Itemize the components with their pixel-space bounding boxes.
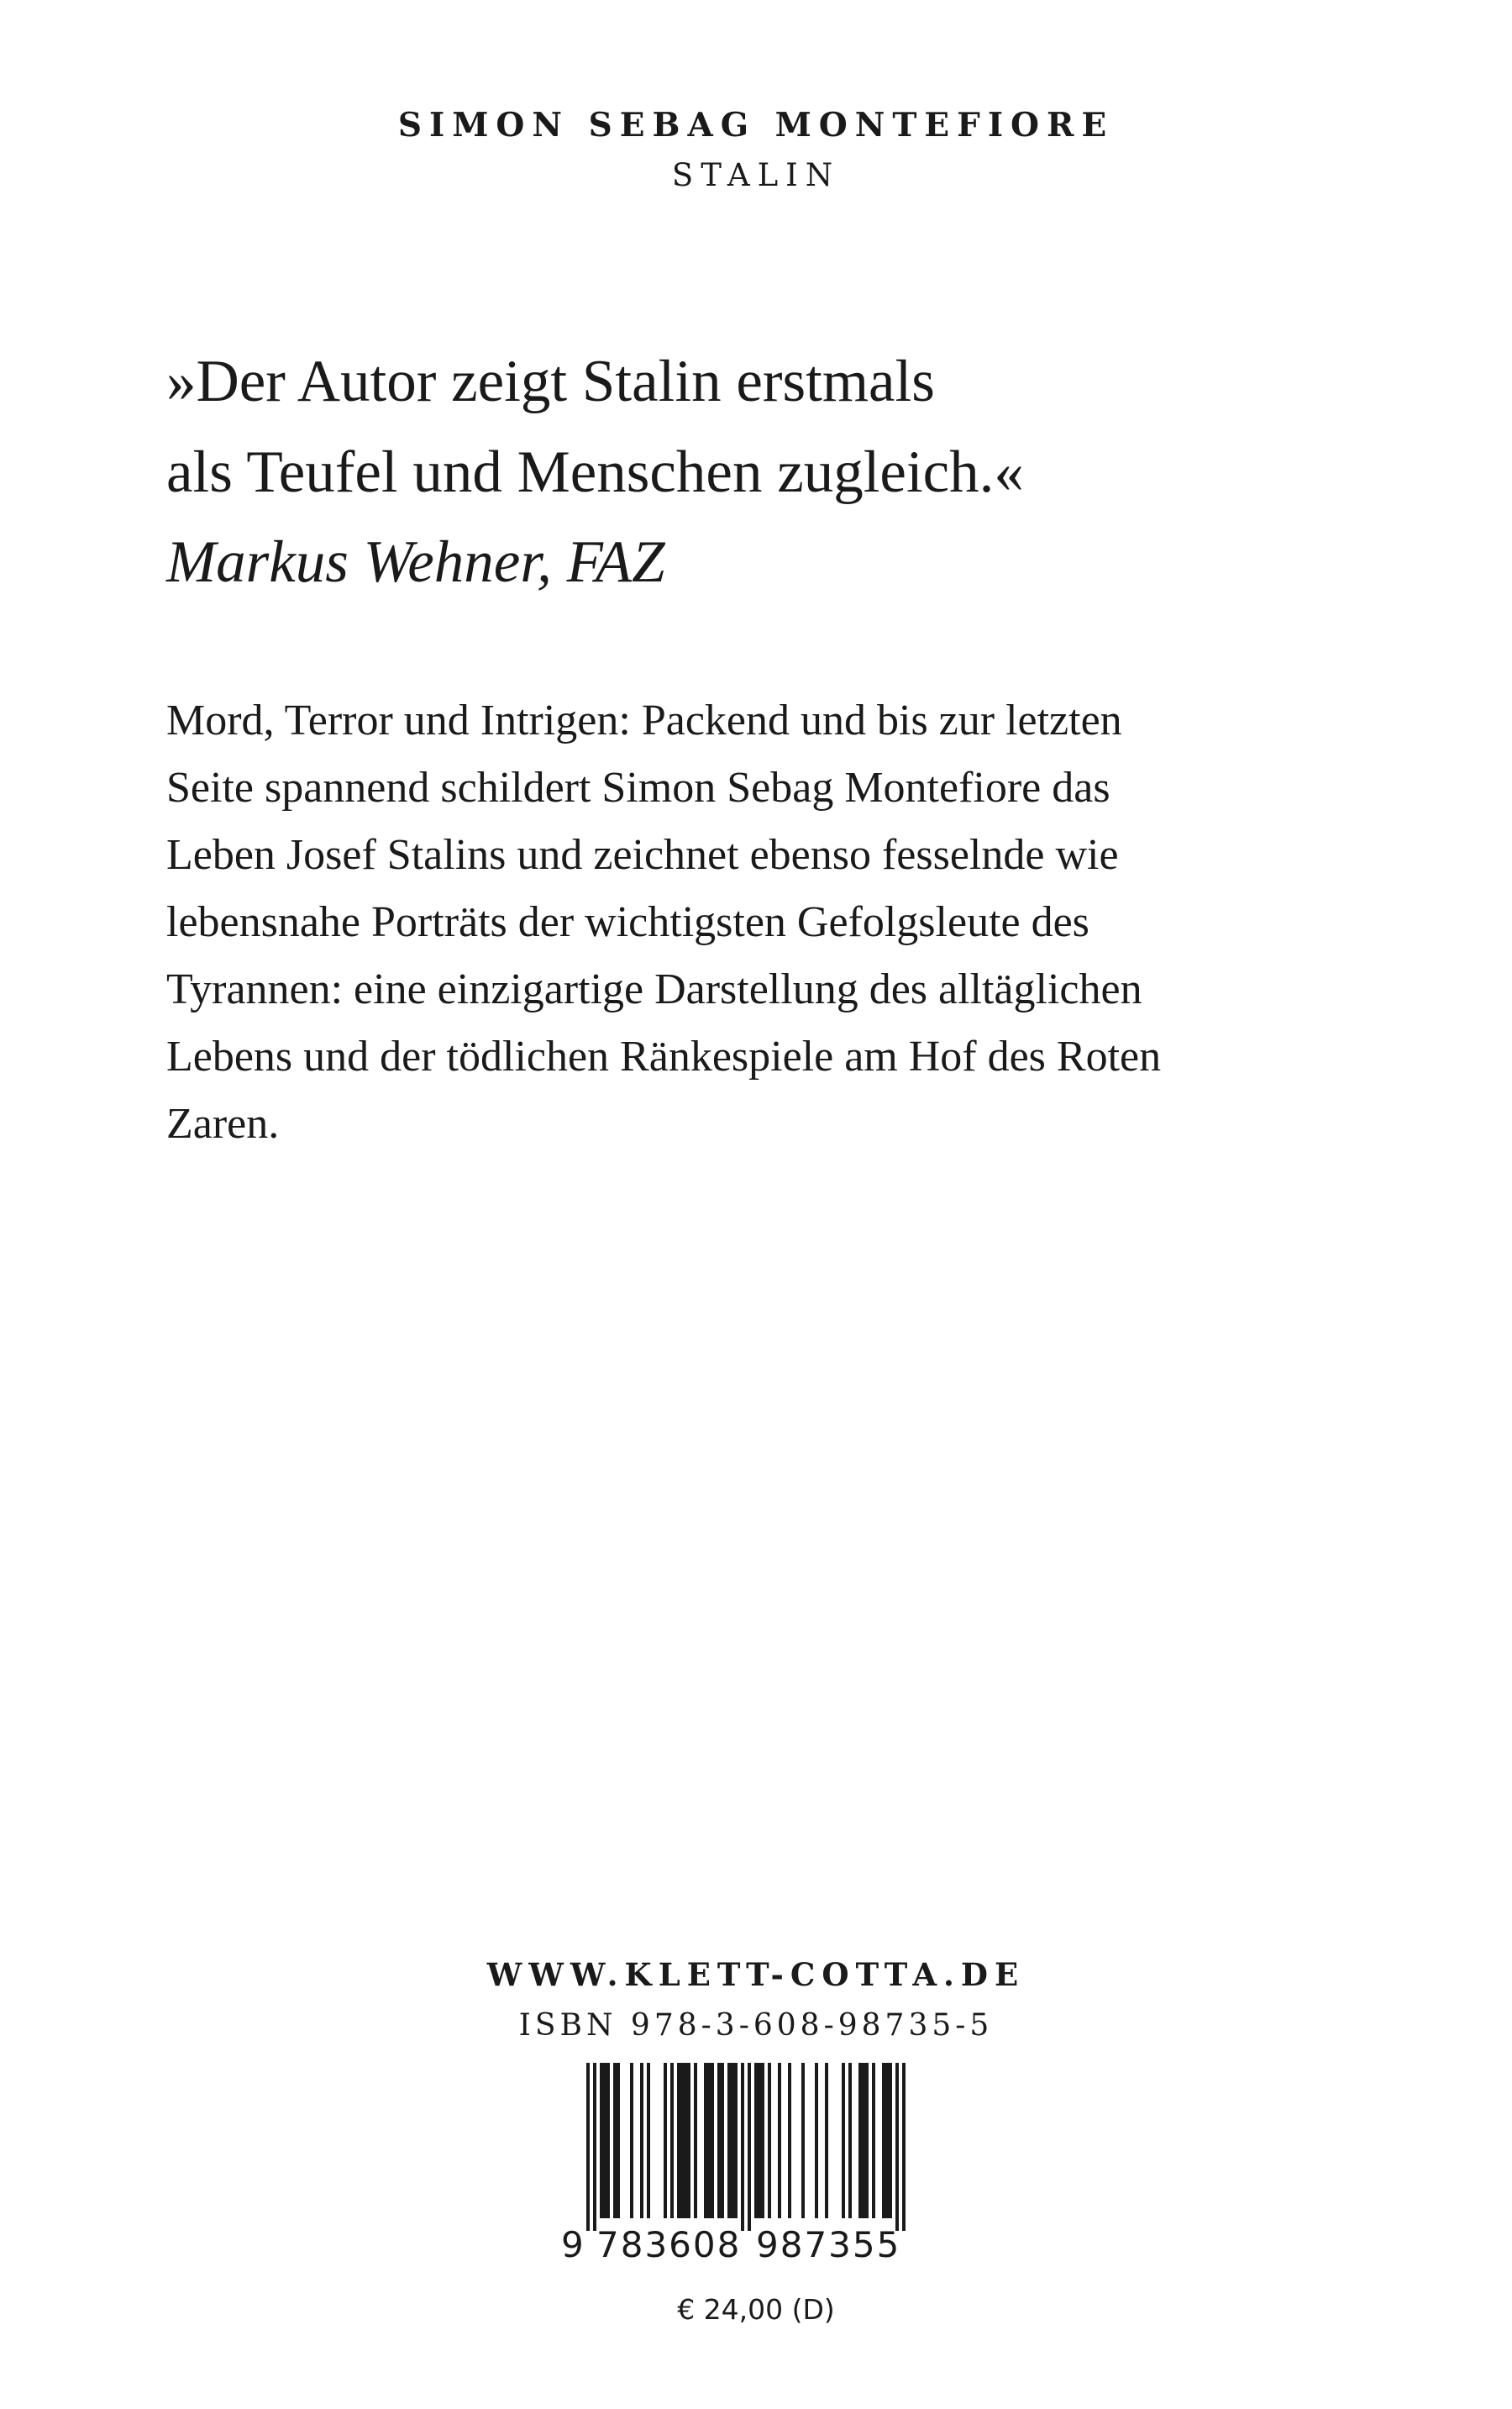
book-title: STALIN [671, 157, 841, 193]
barcode-bar [677, 2063, 680, 2218]
barcode-bar [680, 2063, 684, 2218]
barcode-bar [617, 2063, 620, 2218]
isbn-number: ISBN 978-3-608-98735-5 [518, 2008, 994, 2043]
blurb-line: Zaren. [166, 1100, 280, 1148]
author-name: SIMON SEBAG MONTEFIORE [397, 106, 1115, 145]
barcode-guard-bar [593, 2063, 596, 2231]
barcode-bars [561, 2063, 929, 2231]
barcode-bar [788, 2063, 791, 2218]
barcode-lead-digit: 9 [561, 2224, 585, 2265]
barcode-bar [815, 2063, 818, 2218]
barcode-bar [801, 2063, 805, 2218]
publisher-website: WWW.KLETT-COTTA.DE [486, 1956, 1026, 1993]
barcode-bar [711, 2063, 714, 2218]
barcode-bar [842, 2063, 845, 2218]
barcode-bar [734, 2063, 738, 2218]
blurb-line: Lebens und der tödlichen Ränkespiele am Hof des Roten [166, 1033, 1162, 1081]
barcode-bar [761, 2063, 764, 2218]
barcode-bar [717, 2063, 721, 2218]
barcode [561, 2063, 929, 2281]
quote-line: »Der Autor zeigt Stalin erstmals [166, 349, 935, 414]
barcode-bar [754, 2063, 758, 2218]
barcode-bar [885, 2063, 889, 2218]
barcode-bar [758, 2063, 761, 2218]
barcode-bar [600, 2063, 603, 2218]
quote-line: als Teufel und Menschen zugleich.« [166, 439, 1024, 505]
barcode-bar [684, 2063, 687, 2218]
barcode-bar [704, 2063, 707, 2218]
barcode-bar [727, 2063, 731, 2218]
blurb-line: Leben Josef Stalins und zeichnet ebenso fesselnde wie [166, 831, 1119, 879]
barcode-bar [707, 2063, 711, 2218]
barcode-bar [721, 2063, 724, 2218]
barcode-bar [889, 2063, 892, 2218]
barcode-guard-bar [741, 2063, 744, 2231]
barcode-bar [858, 2063, 862, 2218]
barcode-bar [872, 2063, 875, 2218]
barcode-bar [694, 2063, 697, 2218]
barcode-bar [613, 2063, 617, 2218]
barcode-bar [778, 2063, 781, 2218]
barcode-bar [882, 2063, 885, 2218]
blurb-text [166, 687, 1359, 1158]
barcode-bar [664, 2063, 667, 2218]
blurb-line: Mord, Terror und Intrigen: Packend und bis zur letzten [166, 697, 1122, 744]
quote-source: Markus Wehner, FAZ [166, 529, 665, 595]
barcode-guard-bar [895, 2063, 899, 2231]
barcode-bar [647, 2063, 650, 2218]
blurb-line: Seite spannend schildert Simon Sebag Montefiore das [166, 764, 1110, 812]
barcode-bar [640, 2063, 643, 2218]
barcode-left-digits: 783608 [596, 2224, 742, 2265]
barcode-bar [731, 2063, 734, 2218]
barcode-guard-bar [586, 2063, 590, 2231]
barcode-bar [670, 2063, 674, 2218]
barcode-bar [865, 2063, 869, 2218]
barcode-guard-bar [748, 2063, 751, 2231]
barcode-bar [606, 2063, 610, 2218]
barcode-bar [603, 2063, 606, 2218]
blurb-line: lebensnahe Porträts der wichtigsten Gefolgsleute des [166, 898, 1089, 946]
barcode-bar [768, 2063, 771, 2218]
review-quote [166, 336, 1024, 518]
price: € 24,00 (D) [677, 2293, 835, 2326]
barcode-right-digits: 987355 [756, 2224, 901, 2265]
barcode-bar [848, 2063, 852, 2218]
barcode-bar [630, 2063, 633, 2218]
barcode-bar [825, 2063, 828, 2218]
barcode-bar [862, 2063, 865, 2218]
blurb-line: Tyrannen: eine einzigartige Darstellung des alltäglichen [166, 965, 1142, 1013]
barcode-guard-bar [902, 2063, 906, 2231]
barcode-bar [687, 2063, 690, 2218]
